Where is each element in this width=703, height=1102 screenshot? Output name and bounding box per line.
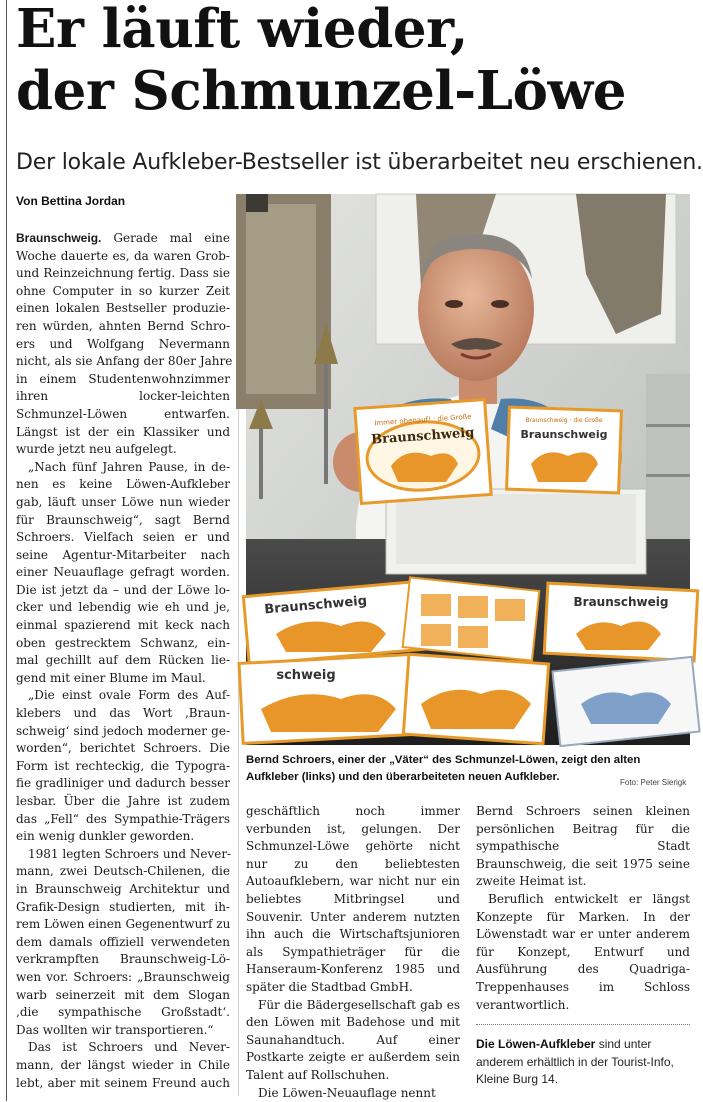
text-line: Schmunzel-Löwen entwarfen. bbox=[16, 406, 230, 424]
text-line: klebers und das Wort ‚Braun- bbox=[16, 705, 230, 723]
text-line: das „Fell“ des Sympathie-Trägers bbox=[16, 811, 230, 829]
text-line: ihren locker-leichten bbox=[16, 388, 230, 406]
text-line: „Nach fünf Jahren Pause, in de- bbox=[16, 459, 230, 477]
text-line: in einem Studentenwohnzimmer bbox=[16, 371, 230, 389]
table-sticker-1-text: Braunschweig bbox=[264, 594, 368, 618]
info-box-divider bbox=[476, 1024, 690, 1025]
photo-credit: Foto: Peter Sierigk bbox=[620, 778, 686, 787]
text-line: einer Neuauflage gefragt worden. bbox=[16, 564, 230, 582]
text-line: einmal spazierend mit keck nach bbox=[16, 617, 230, 635]
headline-line-1: Er läuft wieder, bbox=[16, 0, 696, 60]
text-line: Grafik-Design studierten, mit ih- bbox=[16, 899, 230, 917]
paragraph: Für die Bädergesellschaft gab es den Löwen mit Badehose und mit Saunahandtuch. Auf einer Postkarte zeigte er außerdem sein Talent auf Rollschuhen. bbox=[246, 997, 460, 1085]
text-line: in Braunschweig Architektur und bbox=[16, 881, 230, 899]
article-column-3 bbox=[476, 803, 690, 1003]
text-line: Das ist Schroers und Never- bbox=[16, 1039, 230, 1057]
info-box-text: sind unter anderem erhältlich in der Tourist-Info, Kleine Burg 14. bbox=[476, 1037, 674, 1086]
text-line: gend mit einer Blume im Maul. bbox=[16, 670, 230, 688]
text-line: Schroers. Vielfach seien er und bbox=[16, 529, 230, 547]
page-edge-rule bbox=[6, 0, 7, 1101]
sticker-new-top-text: Braunschweig · die Große bbox=[525, 417, 602, 424]
text-line: warb seinerzeit mit dem Slogan bbox=[16, 987, 230, 1005]
sticker-new-text: Braunschweig bbox=[520, 428, 607, 441]
text-line: ren würden, ahnten Bernd Schro- bbox=[16, 318, 230, 336]
info-box bbox=[476, 1036, 690, 1089]
text-line: dem damals offiziell verwendeten bbox=[16, 934, 230, 952]
text-line: ein wenig dunkler geworden. bbox=[16, 828, 230, 846]
text-line: seine Agentur-Mitarbeiter nach bbox=[16, 547, 230, 565]
text-line bbox=[16, 230, 230, 248]
paragraph: Bernd Schroers seinen kleinen persönlichen Beitrag für die sympathische Stadt Braunschweig, die seit 1975 seine zweite Heimat ist. bbox=[476, 803, 690, 891]
text-line-rest: Gerade mal eine bbox=[101, 231, 230, 245]
sticker-old-text: Braunschweig bbox=[371, 425, 475, 447]
headline bbox=[16, 0, 696, 122]
sticker-new-lion bbox=[531, 452, 598, 482]
text-line: und Reinzeichnung fertig. Dass sie bbox=[16, 265, 230, 283]
text-line: lebt, aber mit seinem Freund auch bbox=[16, 1075, 230, 1093]
text-line: Woche dauerte es, da waren Grob- bbox=[16, 248, 230, 266]
subheadline: Der lokale Aufkleber-Bestseller ist überarbeitet neu erschienen. bbox=[16, 149, 696, 177]
text-line: ers und Wolfgang Nevermann bbox=[16, 336, 230, 354]
paragraph: geschäftlich noch immer verbunden ist, gelungen. Der Schmunzel-Löwe gehörte nicht nur zu den beliebtesten Autoaufklebern, war nicht nur ein beliebtes Mitbringsel und Souvenir. Unter anderem nutzten ihn auch die Wirtschaftsjunioren als Sympathieträger für die Hanseraum-Konferenz 1985 und später die Stadtbad GmbH. bbox=[246, 803, 460, 997]
sticker-old-top-text: Immer obenauf! · die Große bbox=[374, 413, 472, 428]
text-line: mal gechillt auf dem Rücken lie- bbox=[16, 652, 230, 670]
text-line: einen lokalen Bestseller produzie- bbox=[16, 300, 230, 318]
text-line: Form ist rechteckig, die Typogra- bbox=[16, 758, 230, 776]
text-line: wurde jetzt neu aufgelegt. bbox=[16, 441, 230, 459]
text-line: „Die einst ovale Form des Auf- bbox=[16, 687, 230, 705]
byline: Von Bettina Jordan bbox=[16, 194, 125, 208]
article-column-1 bbox=[16, 230, 230, 1090]
text-line: ‚die sympathische Großstadt‘. bbox=[16, 1004, 230, 1022]
text-line: nicht, als sie Anfang der 80er Jahre bbox=[16, 353, 230, 371]
headline-line-2: der Schmunzel-Löwe bbox=[16, 60, 696, 122]
text-line: nen es keine Löwen-Aufkleber bbox=[16, 476, 230, 494]
text-line: für Braunschweig“, sagt Bernd bbox=[16, 512, 230, 530]
text-line: verkrampften Braunschweig-Lö- bbox=[16, 951, 230, 969]
text-line: schweig‘ sind jedoch moderner ge- bbox=[16, 723, 230, 741]
article-column-2 bbox=[246, 803, 460, 1098]
article-photo bbox=[246, 194, 690, 745]
sticker-old-lion bbox=[391, 453, 458, 482]
text-line: Das wollten wir transportieren.“ bbox=[16, 1022, 230, 1040]
text-line: mann, der längst wieder in Chile bbox=[16, 1057, 230, 1075]
table-sticker-3-text: schweig bbox=[276, 668, 335, 683]
text-line: mann, zwei Deutsch-Chilenen, die bbox=[16, 863, 230, 881]
text-line: worden“, berichtet Schroers. Die bbox=[16, 740, 230, 758]
info-box-title: Die Löwen-Aufkleber bbox=[476, 1037, 595, 1051]
table-sticker-2-text: Braunschweig bbox=[574, 595, 669, 609]
paragraph: Die Löwen-Neuauflage nennt bbox=[246, 1085, 460, 1102]
text-line: wen vor. Schroers: „Braunschweig bbox=[16, 969, 230, 987]
dateline: Braunschweig. bbox=[16, 231, 101, 245]
text-line: cker und lebendig wie eh und je, bbox=[16, 599, 230, 617]
text-line: Längst ist der ein Klassiker und bbox=[16, 424, 230, 442]
text-line: 1981 legten Schroers und Never- bbox=[16, 846, 230, 864]
text-line: lesbar. Über die Jahre ist zudem bbox=[16, 793, 230, 811]
text-line: fie gradliniger und dadurch besser bbox=[16, 775, 230, 793]
text-line: rem Löwen einen Gegenentwurf zu bbox=[16, 916, 230, 934]
text-line: ohne Computer in so kurzer Zeit bbox=[16, 283, 230, 301]
text-line: gab, läuft unser Löwe nun wieder bbox=[16, 494, 230, 512]
table-sticker-1 bbox=[243, 581, 423, 664]
photo-caption: Bernd Schroers, einer der „Väter“ des Schmunzel-Löwen, zeigt den alten Aufkleber (links) und den überarbeiteten neuen Aufkleber. bbox=[246, 752, 690, 786]
paragraph: Beruflich entwickelt er längst Konzepte für Marken. In der Löwenstadt war er unter anderem für Konzept, Entwurf und Ausführung des Quadriga-Treppenhauses im Schloss verantwortlich. bbox=[476, 891, 690, 1014]
photo-illustration bbox=[246, 194, 690, 745]
text-line: Die ist jetzt da – und der Löwe lo- bbox=[16, 582, 230, 600]
text-line: oben gestrecktem Schwanz, ein- bbox=[16, 635, 230, 653]
